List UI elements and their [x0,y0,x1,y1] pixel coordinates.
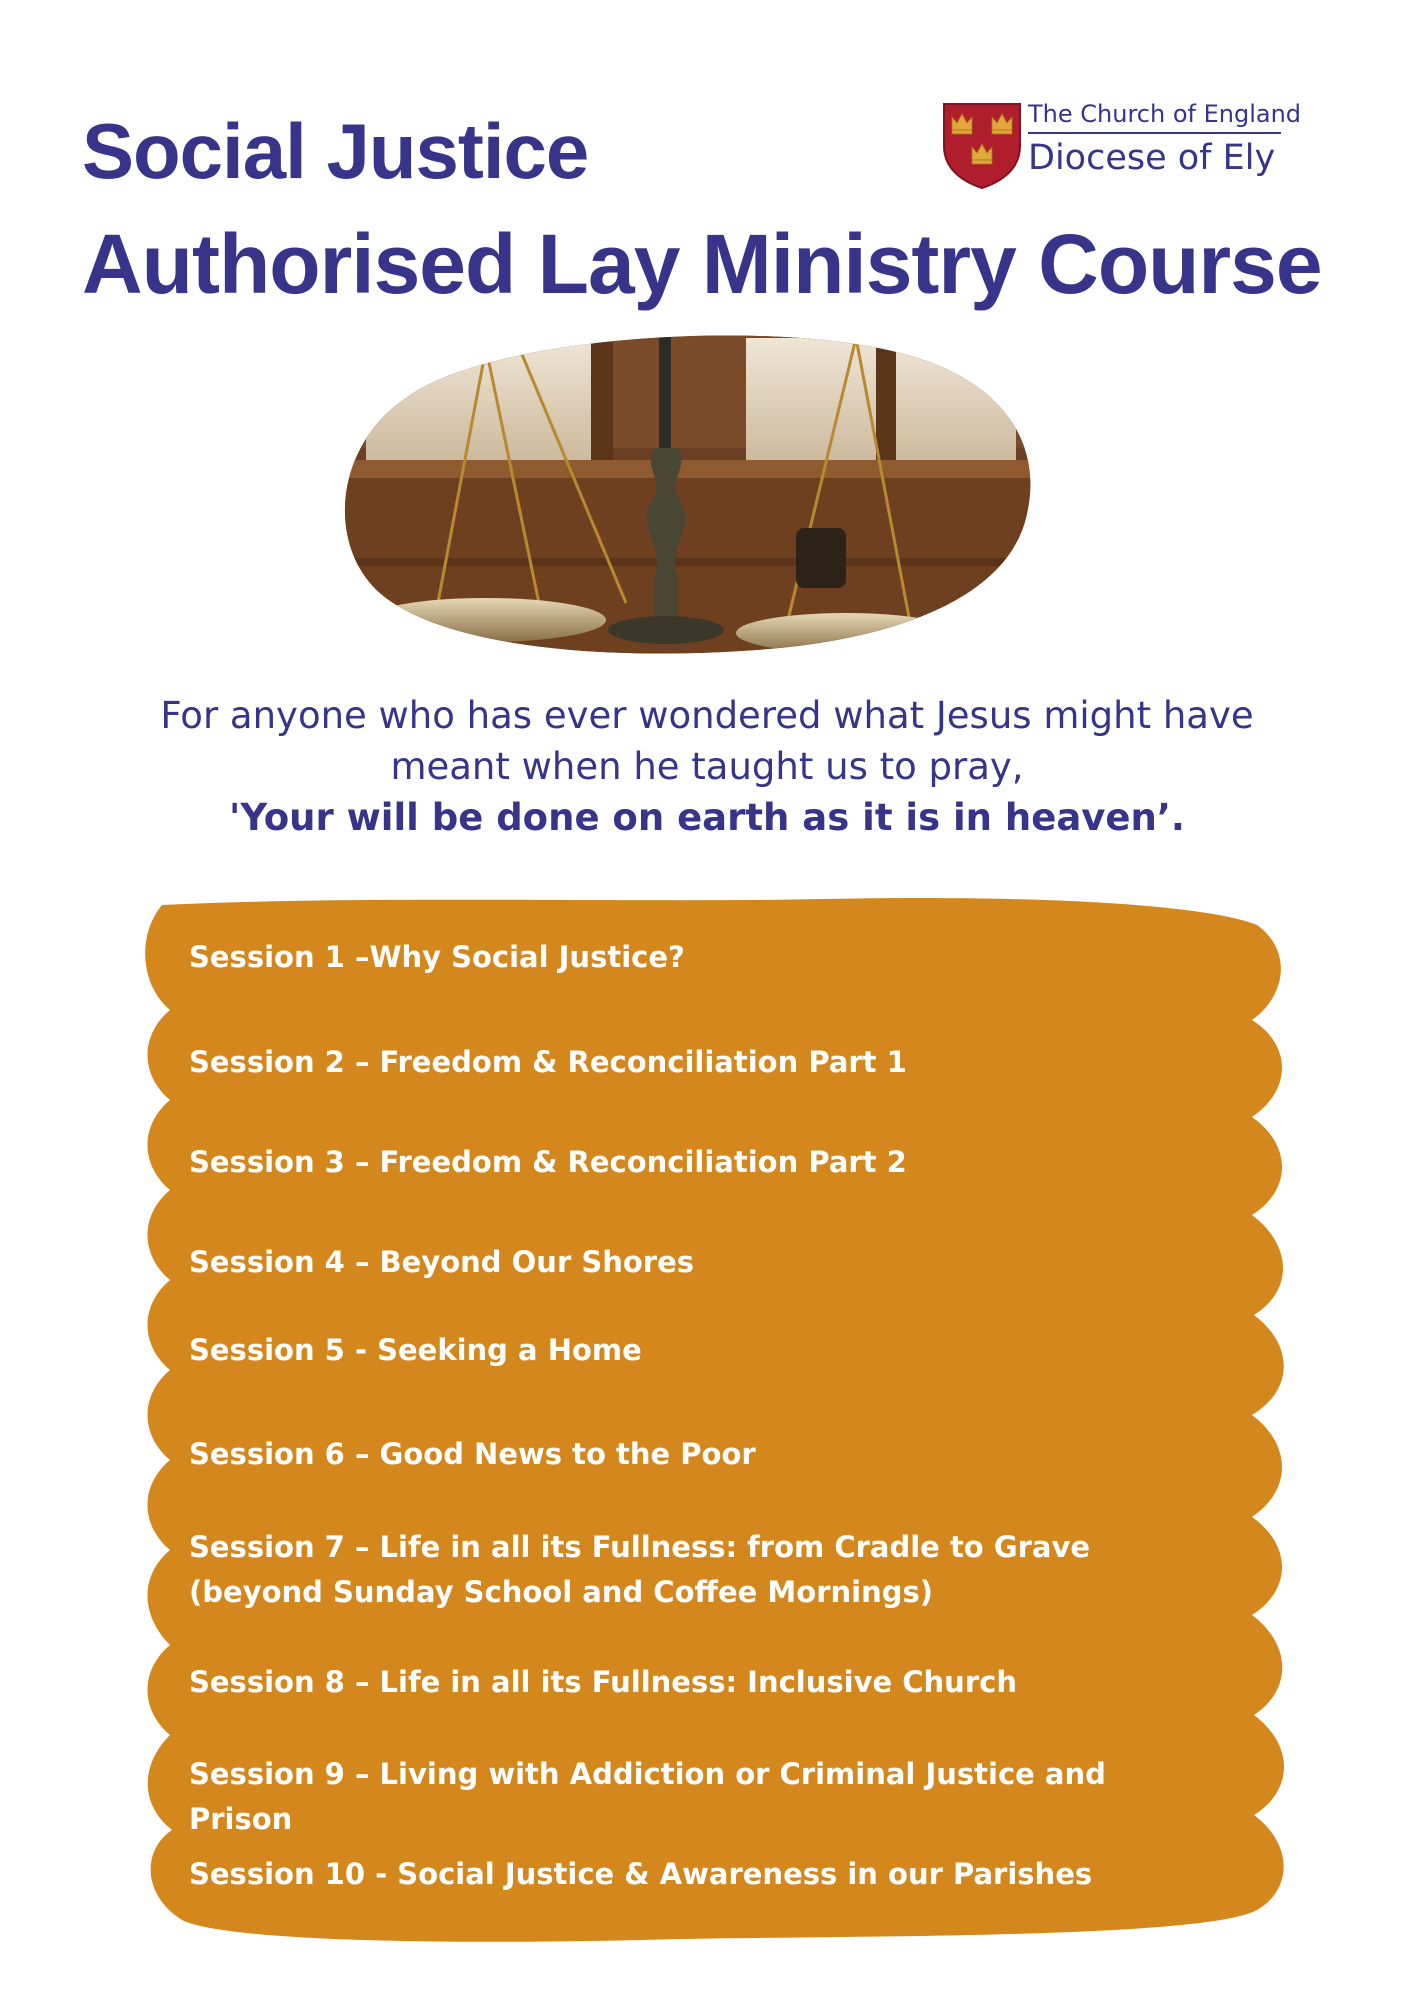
title-line-1: Social Justice [82,107,589,195]
intro-quote: 'Your will be done on earth as it is in heaven’. [229,796,1185,839]
title-line-2: Authorised Lay Ministry Course [82,217,1322,311]
session-5: Session 5 - Seeking a Home [189,1333,642,1367]
intro-line-2: meant when he taught us to pray, [390,745,1024,788]
session-6: Session 6 – Good News to the Poor [189,1437,756,1471]
session-1: Session 1 –Why Social Justice? [189,940,685,974]
session-10: Session 10 - Social Justice & Awareness in our Parishes [189,1857,1093,1891]
session-7: Session 7 – Life in all its Fullness: from Cradle to Grave (beyond Sunday School and Coffee Mornings) [189,1530,1091,1609]
session-3: Session 3 – Freedom & Reconciliation Part 2 [189,1145,907,1179]
logo-diocese-name: Diocese of Ely [1028,138,1276,178]
session-9: Session 9 – Living with Addiction or Criminal Justice and Prison [189,1757,1106,1836]
session-2: Session 2 – Freedom & Reconciliation Part 1 [189,1045,907,1079]
session-4: Session 4 – Beyond Our Shores [189,1245,695,1279]
logo-church-name: The Church of England [1028,100,1302,128]
intro-line-1: For anyone who has ever wondered what Jesus might have [160,694,1254,737]
session-8: Session 8 – Life in all its Fullness: Inclusive Church [189,1665,1017,1699]
